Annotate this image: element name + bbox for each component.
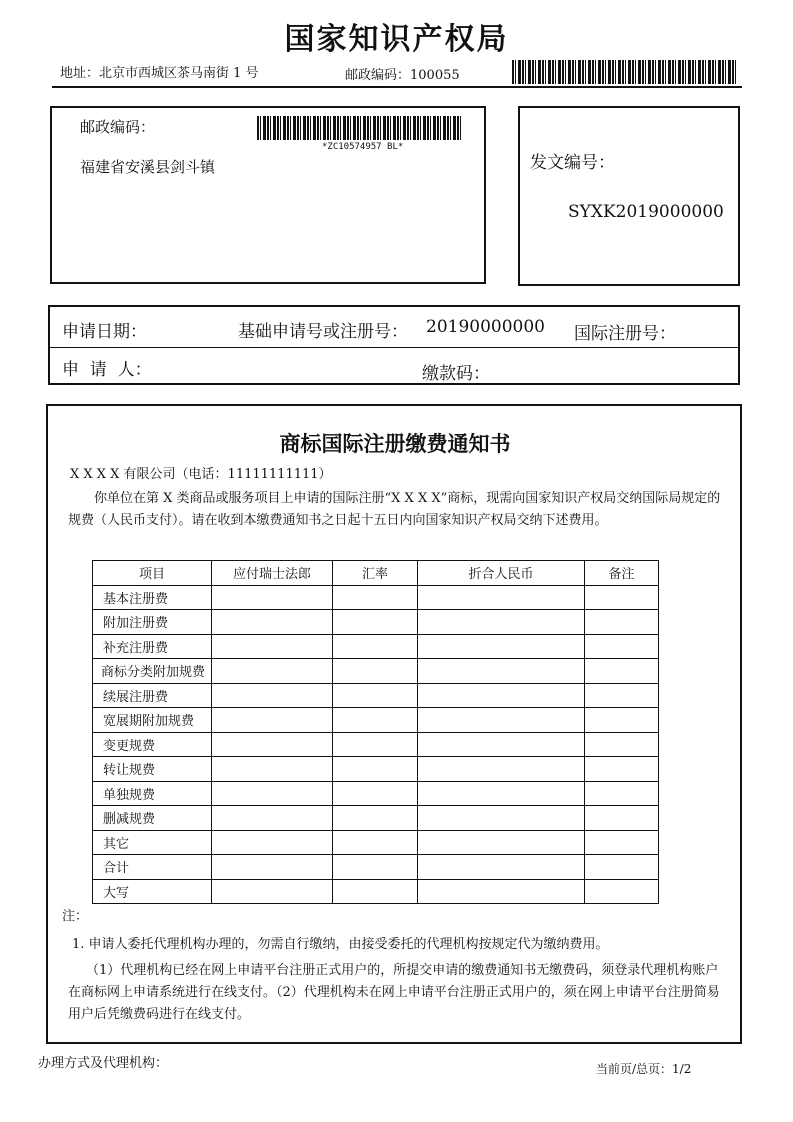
recipient-postcode-label: 邮政编码： (80, 118, 156, 136)
notice-addressee: X X X X 有限公司（电话：11111111111） (70, 467, 332, 482)
intl-no-label: 国际注册号： (574, 324, 676, 344)
office-title: 国家知识产权局 (284, 22, 509, 57)
document-no-value: SYXK2019000000 (568, 202, 724, 222)
header-item: 项目 (93, 561, 212, 586)
table-row (93, 781, 659, 806)
header-barcode (512, 60, 738, 84)
application-box (48, 305, 740, 385)
notes-label: 注： (62, 909, 89, 924)
applicant-label: 申 请 人： (62, 360, 152, 380)
header-rule (52, 86, 742, 88)
application-divider (50, 347, 738, 348)
note-item-1: 1. 申请人委托代理机构办理的，勿需自行缴纳，由接受委托的代理机构按规定代为缴纳费用。 (72, 937, 609, 952)
notice-paragraph: 你单位在第 X 类商品或服务项目上申请的国际注册“X X X X”商标，现需向国家知识产权局交纳国际局规定的规费（人民币支付）。请在收到本缴费通知书之日起十五日内向国家知识产权局交纳下述费用。 (68, 491, 721, 528)
fee-table-header (93, 561, 659, 586)
agent-label: 办理方式及代理机构： (38, 1056, 169, 1071)
row-label: 基本注册费 (93, 585, 212, 610)
table-row (93, 879, 659, 904)
row-label: 转让规费 (93, 757, 212, 782)
table-row (93, 830, 659, 855)
table-row (93, 610, 659, 635)
table-row (93, 585, 659, 610)
row-label: 大写 (93, 879, 212, 904)
recipient-address: 福建省安溪县剑斗镇 (80, 158, 216, 176)
application-date-label: 申请日期： (62, 322, 147, 342)
row-label: 附加注册费 (93, 610, 212, 635)
table-row (93, 708, 659, 733)
table-row (93, 732, 659, 757)
document-no-label: 发文编号： (530, 153, 615, 173)
header-rmb: 折合人民币 (418, 561, 585, 586)
row-label: 合计 (93, 855, 212, 880)
recipient-box (50, 106, 486, 284)
row-label: 删减规费 (93, 806, 212, 831)
table-row (93, 806, 659, 831)
recipient-barcode (257, 116, 461, 140)
table-row (93, 855, 659, 880)
recipient-barcode-text: *ZC10574957 BL* (322, 142, 404, 152)
document-no-box (518, 106, 740, 286)
row-label: 单独规费 (93, 781, 212, 806)
header-rate: 汇率 (333, 561, 418, 586)
row-label: 宽展期附加规费 (93, 708, 212, 733)
header-chf: 应付瑞士法郎 (212, 561, 333, 586)
row-label: 商标分类附加规费 (93, 659, 212, 684)
row-label: 续展注册费 (93, 683, 212, 708)
note-item-2: （1）代理机构已经在网上申请平台注册正式用户的，所提交申请的缴费通知书无缴费码，须登录代理机构账户在商标网上申请系统进行在线支付。（2）代理机构未在网上申请平台注册正式用户的，须在网上申请平台注册简易用户后凭缴费码进行在线支付。 (68, 963, 720, 1022)
row-label: 补充注册费 (93, 634, 212, 659)
base-no-value: 20190000000 (426, 317, 545, 337)
fee-table (92, 560, 659, 904)
office-postcode: 邮政编码：100055 (345, 68, 460, 83)
payment-code-label: 缴款码： (422, 364, 490, 384)
table-row (93, 634, 659, 659)
notice-title: 商标国际注册缴费通知书 (279, 432, 511, 456)
row-label: 其它 (93, 830, 212, 855)
table-row (93, 659, 659, 684)
base-no-label: 基础申请号或注册号： (238, 322, 408, 342)
header-remark: 备注 (585, 561, 659, 586)
page-indicator: 当前页/总页：1/2 (596, 1062, 692, 1076)
row-label: 变更规费 (93, 732, 212, 757)
table-row (93, 683, 659, 708)
office-address: 地址：北京市西城区茶马南街 1 号 (60, 66, 259, 81)
table-row (93, 757, 659, 782)
